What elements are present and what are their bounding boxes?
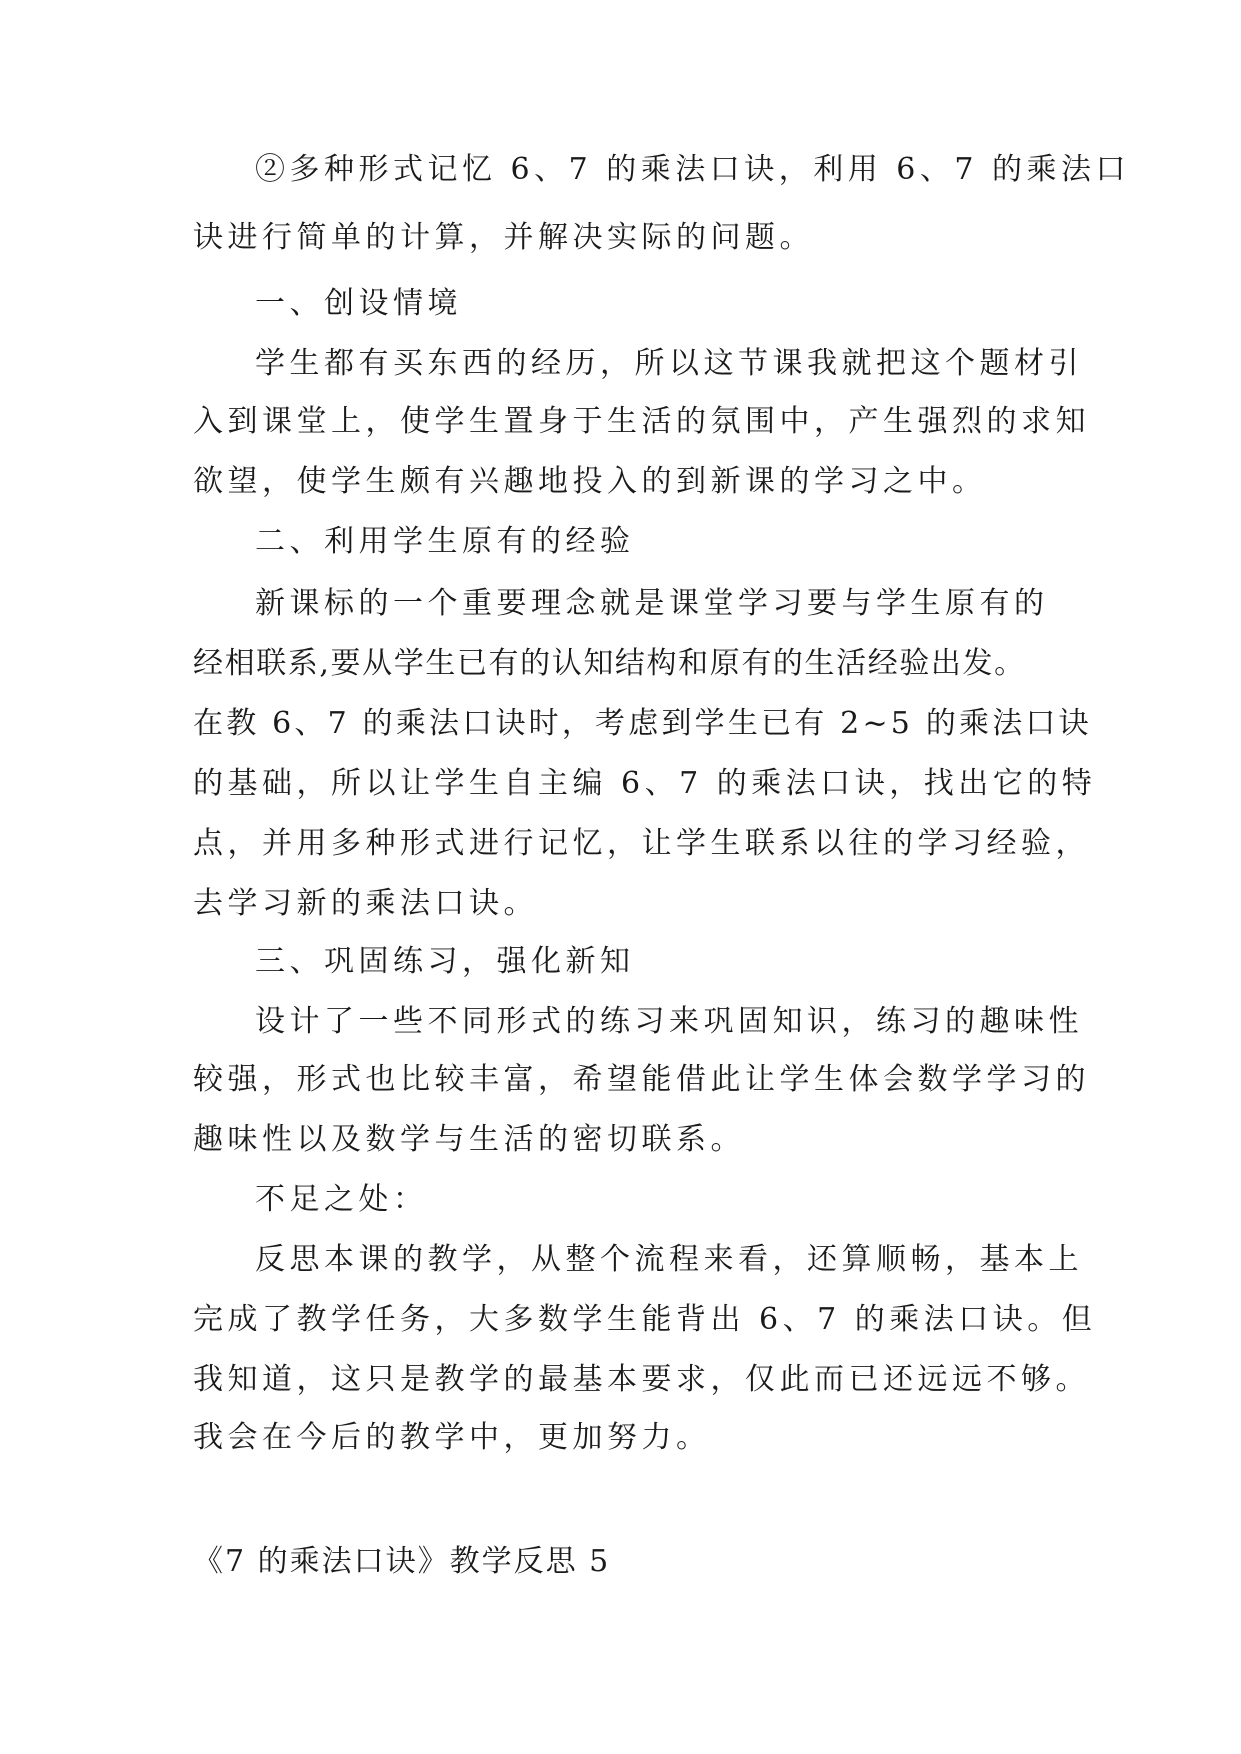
- paragraph-9-line-4: 我会在今后的教学中，更加努力。: [193, 1420, 711, 1455]
- paragraph-7-line-2: 较强，形式也比较丰富，希望能借此让学生体会数学学习的: [193, 1062, 1090, 1097]
- paragraph-5-line-3: 在教 6、7 的乘法口诀时，考虑到学生已有 2~5 的乘法口诀: [193, 706, 1092, 741]
- paragraph-9-line-2: 完成了教学任务，大多数学生能背出 6、7 的乘法口诀。但: [193, 1302, 1097, 1337]
- paragraph-7-line-3: 趣味性以及数学与生活的密切联系。: [193, 1122, 745, 1157]
- paragraph-5-line-2: 经相联系,要从学生已有的认知结构和原有的生活经验出发。: [193, 646, 1026, 681]
- paragraph-7-line-1: 设计了一些不同形式的练习来巩固知识，练习的趣味性: [255, 1004, 1083, 1039]
- paragraph-1-line-1: ②多种形式记忆 6、7 的乘法口诀，利用 6、7 的乘法口: [255, 152, 1130, 187]
- paragraph-5-line-1: 新课标的一个重要理念就是课堂学习要与学生原有的: [255, 586, 1049, 621]
- article-title: 《7 的乘法口诀》教学反思 5: [193, 1544, 611, 1579]
- paragraph-1-line-2: 诀进行简单的计算，并解决实际的问题。: [193, 220, 814, 255]
- paragraph-3-line-3: 欲望，使学生颇有兴趣地投入的到新课的学习之中。: [193, 464, 987, 499]
- section-heading-4: 不足之处：: [255, 1182, 428, 1217]
- section-heading-3: 三、巩固练习，强化新知: [255, 944, 635, 979]
- section-heading-2: 二、利用学生原有的经验: [255, 524, 635, 559]
- paragraph-9-line-3: 我知道，这只是教学的最基本要求，仅此而已还远远不够。: [193, 1362, 1090, 1397]
- section-heading-1: 一、创设情境: [255, 286, 462, 321]
- paragraph-5-line-6: 去学习新的乘法口诀。: [193, 886, 538, 921]
- paragraph-3-line-1: 学生都有买东西的经历，所以这节课我就把这个题材引: [255, 346, 1083, 381]
- paragraph-3-line-2: 入到课堂上，使学生置身于生活的氛围中，产生强烈的求知: [193, 404, 1090, 439]
- paragraph-9-line-1: 反思本课的教学，从整个流程来看，还算顺畅，基本上: [255, 1242, 1083, 1277]
- paragraph-5-line-5: 点，并用多种形式进行记忆，让学生联系以往的学习经验，: [193, 826, 1090, 861]
- paragraph-5-line-4: 的基础，所以让学生自主编 6、7 的乘法口诀，找出它的特: [193, 766, 1097, 801]
